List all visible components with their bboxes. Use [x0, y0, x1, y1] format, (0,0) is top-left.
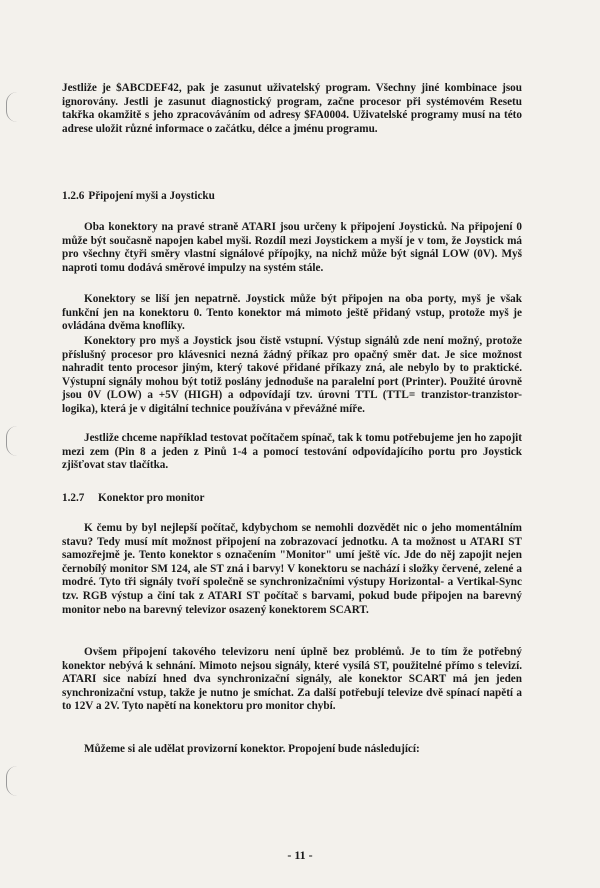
paragraph: K čemu by byl nejlepší počítač, kdybychom se nemohli dozvědět nic o jeho momentálním stavu? Tedy musí mít možnost připojení na zobrazovací jednotku. A ta možnost u ATARI ST samozřejmě je. Tento konektor s označením "Monitor" umí ještě víc. Jde do něj zapojit nejen černobílý monitor SM 124, ale ST zná i barvy! V konektoru se nachází i složky červené, zelené a modré. Tyto tři signály tvoří společně se synchronizačními výstupy Horizontal- a Vertikal-Sync tzv. RGB výstup a činí tak z ATARI ST počítač s barvami, pokud bude připojen na barevný monitor nebo na barevný televizor osazený konektorem SCART. [62, 522, 522, 616]
paragraph: Oba konektory na pravé straně ATARI jsou určeny k připojení Joysticků. Na připojení 0 může být současně napojen kabel myši. Rozdíl mezi Joystickem a myší je v tom, že Joystick má pro všechny čtyři směry vlastní signálové přípojky, na nichž může být signál LOW (0V). Myš naproti tomu dodává směrové impulzy na systém stále. [62, 221, 522, 274]
paragraph: Jestliže chceme například testovat počítačem spínač, tak k tomu potřebujeme jen ho zapojit mezi zem (Pin 8 a jeden z Pinů 1-4 a pomocí testování odpovídajícího portu pro Joystick zjišťovat stav tlačítka. [62, 432, 522, 472]
binding-mark [6, 766, 17, 796]
intro-paragraph: Jestliže je $ABCDEF42, pak je zasunut uživatelský program. Všechny jiné kombinace jsou ignorovány. Jestli je zasunut diagnostický program, začne procesor při systémovém Resetu takřka okamžitě s jeho zpracováváním od adresy $FA0004. Uživatelské programy musí na této adrese uložit různé informace o začátku, délce a jménu programu. [62, 82, 522, 135]
section-title: Konektor pro monitor [98, 492, 205, 504]
section-heading [62, 190, 215, 202]
page-number: - 11 - [287, 848, 313, 862]
paragraph: Konektory se liší jen nepatrně. Joystick může být připojen na oba porty, myš je však funkční jen na konektoru 0. Tento konektor má mimoto ještě přidaný vstup, protože myš je ovládána dvěma knoflíky. [62, 293, 522, 333]
paragraph: Můžeme si ale udělat provizorní konektor. Propojení bude následující: [84, 743, 420, 755]
section-title: Připojení myši a Joysticku [88, 190, 215, 202]
paragraph: Konektory pro myš a Joystick jsou čistě vstupní. Výstup signálů zde není možný, protože příslušný procesor pro klávesnici nezná žádný příkaz pro opačný směr dat. Je sice možnost nahradit tento procesor jiným, který takové přidané příkazy zná, ale nebylo by to praktické. Výstupní signály mohou být totiž poslány jednoduše na paralelní port (Printer). Použité úrovně jsou 0V (LOW) a +5V (HIGH) a odpovídají tzv. úrovni TTL (TTL= tranzistor-tranzistor-logika), která je v digitální technice používána v převážné míře. [62, 335, 522, 415]
section-heading [62, 492, 205, 504]
binding-mark [6, 92, 17, 122]
paragraph: Ovšem připojení takového televizoru není úplně bez problémů. Je to tím že potřebný konektor nebývá k sehnání. Mimoto nejsou signály, které vysílá ST, použitelné přímo s televizí. ATARI sice nabízí hned dva synchronizační signály, ale konektor SCART má jen jeden synchronizační vstup, takže je nutno je smíchat. Za další potřebují televize dvě spínací napětí a to 12V a 2V. Tyto napětí na konektoru pro monitor chybí. [62, 646, 522, 713]
binding-mark [6, 426, 17, 456]
section-number: 1.2.7 [62, 492, 85, 504]
section-number: 1.2.6 [62, 190, 85, 202]
